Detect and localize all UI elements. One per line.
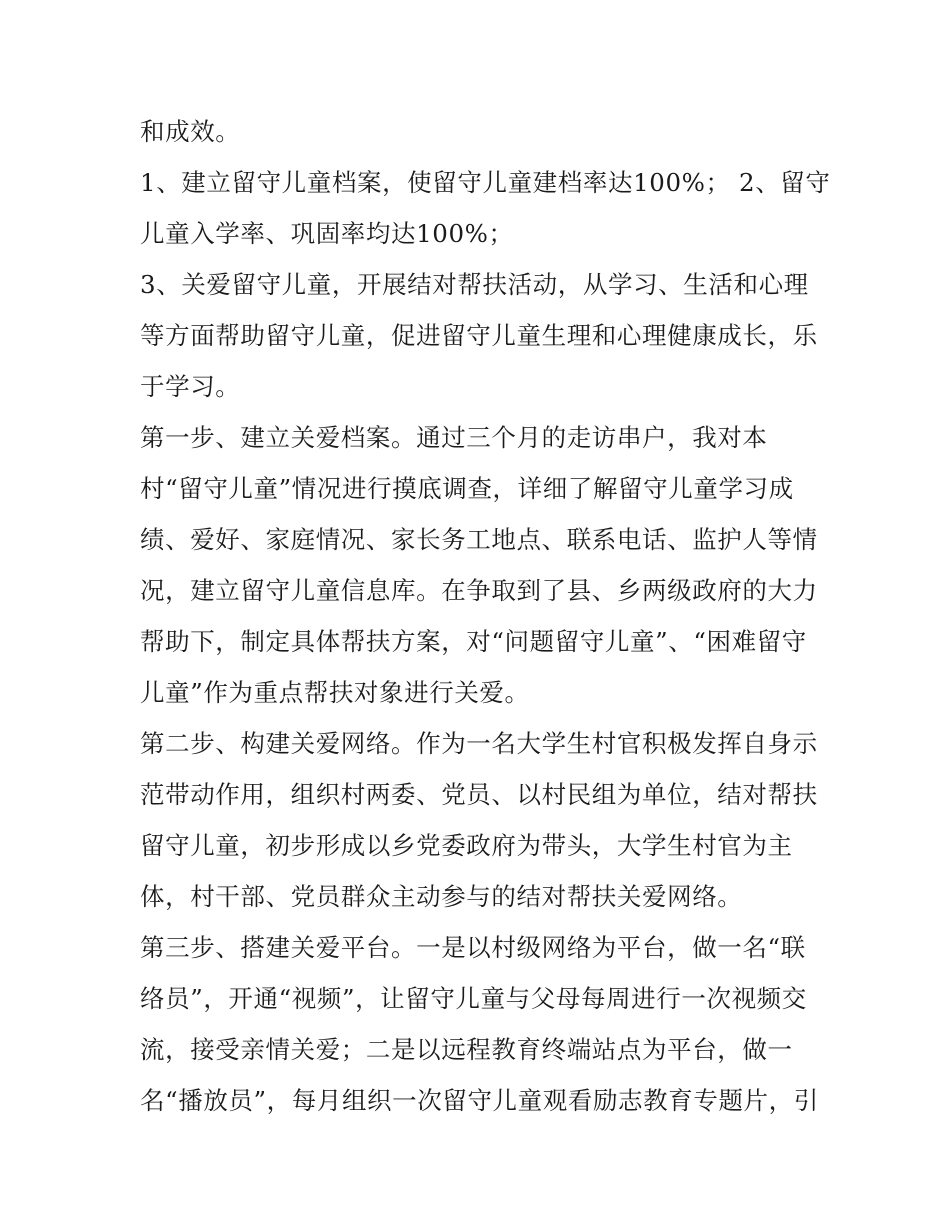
text-line: 村“留守儿童”情况进行摸底调查，详细了解留守儿童学习成: [140, 474, 794, 503]
text-line: 第三步、搭建关爱平台。一是以村级网络为平台，做一名“联: [140, 933, 806, 962]
text-line: 儿童”作为重点帮扶对象进行关爱。: [140, 678, 530, 707]
text-line: 范带动作用，组织村两委、党员、以村民组为单位，结对帮扶: [140, 780, 818, 809]
text-line: 儿童入学率、巩固率均达100%；: [140, 219, 514, 248]
text-line: 帮助下，制定具体帮扶方案，对“问题留守儿童”、“困难留守: [140, 627, 807, 656]
text-line: 况，建立留守儿童信息库。在争取到了县、乡两级政府的大力: [140, 576, 818, 605]
text-line: 和成效。: [140, 117, 241, 146]
text-line: 3、关爱留守儿童，开展结对帮扶活动，从学习、生活和心理: [140, 270, 809, 299]
text-line: 络员”，开通“视频”，让留守儿童与父母每周进行一次视频交: [140, 984, 807, 1013]
text-line: 留守儿童，初步形成以乡党委政府为带头，大学生村官为主: [140, 831, 793, 860]
document-body: [140, 106, 831, 1126]
text-line: 绩、爱好、家庭情况、家长务工地点、联系电话、监护人等情: [140, 525, 818, 554]
text-line: 于学习。: [140, 372, 241, 401]
text-line: 名“播放员”，每月组织一次留守儿童观看励志教育专题片，引: [140, 1086, 819, 1115]
text-line: 第一步、建立关爱档案。通过三个月的走访串户，我对本: [140, 423, 768, 452]
text-line: 第二步、构建关爱网络。作为一名大学生村官积极发挥自身示: [140, 729, 818, 758]
text-line: 1、建立留守儿童档案，使留守儿童建档率达100%； 2、留守: [140, 168, 831, 197]
text-line: 等方面帮助留守儿童，促进留守儿童生理和心理健康成长，乐: [140, 321, 818, 350]
text-line: 体，村干部、党员群众主动参与的结对帮扶关爱网络。: [140, 882, 743, 911]
text-line: 流，接受亲情关爱；二是以远程教育终端站点为平台，做一: [140, 1035, 793, 1064]
